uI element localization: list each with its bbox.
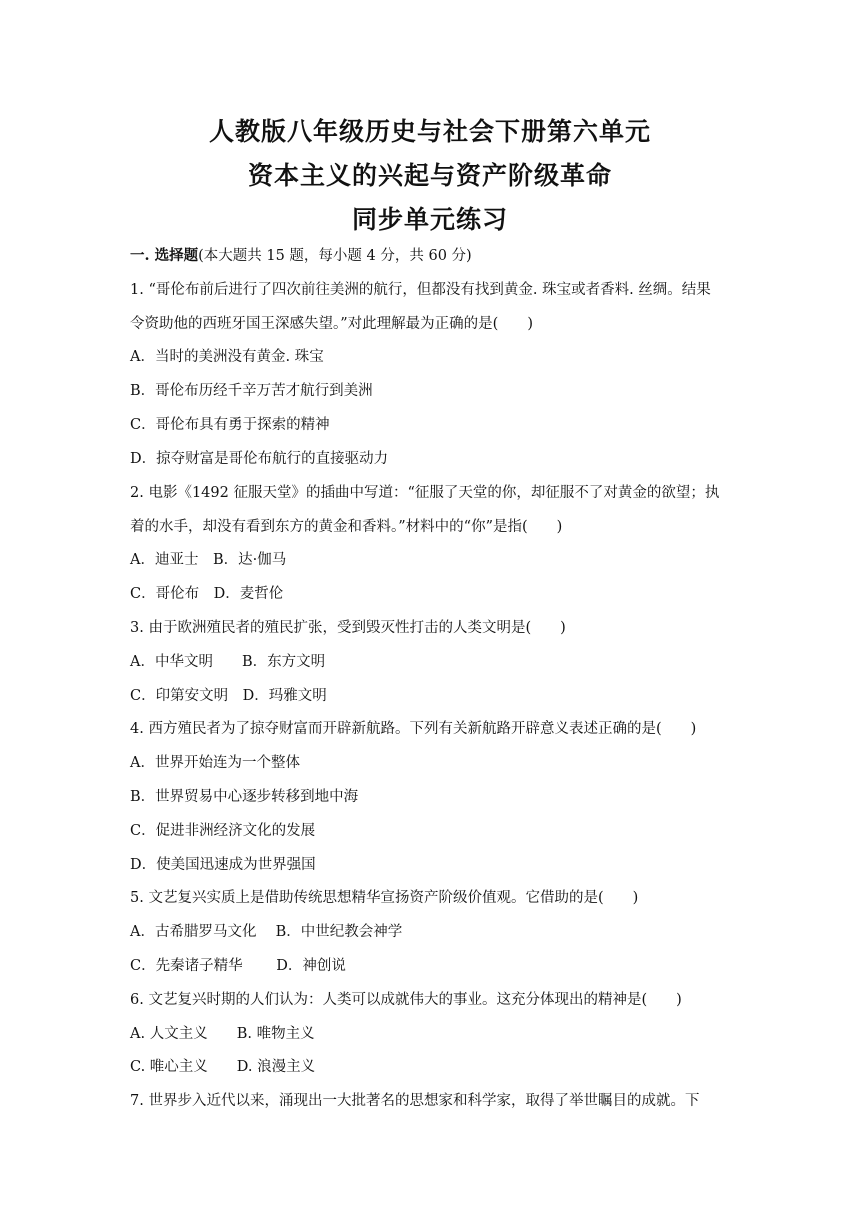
question-3-options-ab: A．中华文明 B．东方文明: [130, 654, 326, 670]
question-4-option-d: D．使美国迅速成为世界强国: [130, 857, 316, 873]
question-1-option-b: B．哥伦布历经千辛万苦才航行到美洲: [130, 383, 373, 399]
question-4-option-a: A．世界开始连为一个整体: [130, 755, 300, 771]
doc-title-line1: 人教版八年级历史与社会下册第六单元: [208, 117, 651, 146]
question-1-stem-line1: 1. “哥伦布前后进行了四次前往美洲的航行，但都没有找到黄金. 珠宝或者香料. 丝绸。结果: [130, 282, 711, 298]
question-6-stem: 6. 文艺复兴时期的人们认为：人类可以成就伟大的事业。这充分体现出的精神是( ): [130, 992, 682, 1008]
doc-title-line3: 同步单元练习: [351, 205, 508, 234]
question-7-stem: 7. 世界步入近代以来，涌现出一大批著名的思想家和科学家，取得了举世瞩目的成就。下: [130, 1093, 700, 1109]
question-2-options-ab: A．迪亚士 B．达·伽马: [130, 552, 287, 568]
section-note: (本大题共 15 题，每小题 4 分，共 60 分): [198, 248, 472, 264]
question-2-options-cd: C．哥伦布 D．麦哲伦: [130, 586, 284, 602]
section-header: [130, 245, 736, 267]
question-4-option-b: B．世界贸易中心逐步转移到地中海: [130, 789, 359, 805]
question-5-options-cd: C．先秦诸子精华 D．神创说: [130, 958, 346, 974]
section-heading: 一. 选择题: [130, 247, 199, 264]
question-1-option-a: A．当时的美洲没有黄金. 珠宝: [130, 349, 324, 365]
question-6-options-cd: C. 唯心主义 D. 浪漫主义: [130, 1059, 316, 1075]
question-1-option-c: C．哥伦布具有勇于探索的精神: [130, 417, 330, 433]
question-3-stem: 3. 由于欧洲殖民者的殖民扩张，受到毁灭性打击的人类文明是( ): [130, 620, 566, 636]
question-5-stem: 5. 文艺复兴实质上是借助传统思想精华宣扬资产阶级价值观。它借助的是( ): [130, 890, 639, 906]
question-1-option-d: D．掠夺财富是哥伦布航行的直接驱动力: [130, 451, 389, 467]
question-4-stem: 4. 西方殖民者为了掠夺财富而开辟新航路。下列有关新航路开辟意义表述正确的是( ): [130, 721, 697, 737]
question-2-stem-line1: 2. 电影《1492 征服天堂》的插曲中写道：“征服了天堂的你，却征服不了对黄金的欲望；执: [130, 485, 720, 501]
question-4-option-c: C．促进非洲经济文化的发展: [130, 823, 316, 839]
question-1-stem-line2: 令资助他的西班牙国王深感失望。”对此理解最为正确的是( ): [130, 316, 533, 332]
doc-title-line2: 资本主义的兴起与资产阶级革命: [247, 161, 612, 190]
question-5-options-ab: A．古希腊罗马文化 B．中世纪教会神学: [130, 924, 403, 940]
question-3-options-cd: C．印第安文明 D．玛雅文明: [130, 688, 327, 704]
question-2-stem-line2: 着的水手，却没有看到东方的黄金和香料。”材料中的“你”是指( ): [130, 519, 563, 535]
question-6-options-ab: A. 人文主义 B. 唯物主义: [130, 1026, 315, 1042]
